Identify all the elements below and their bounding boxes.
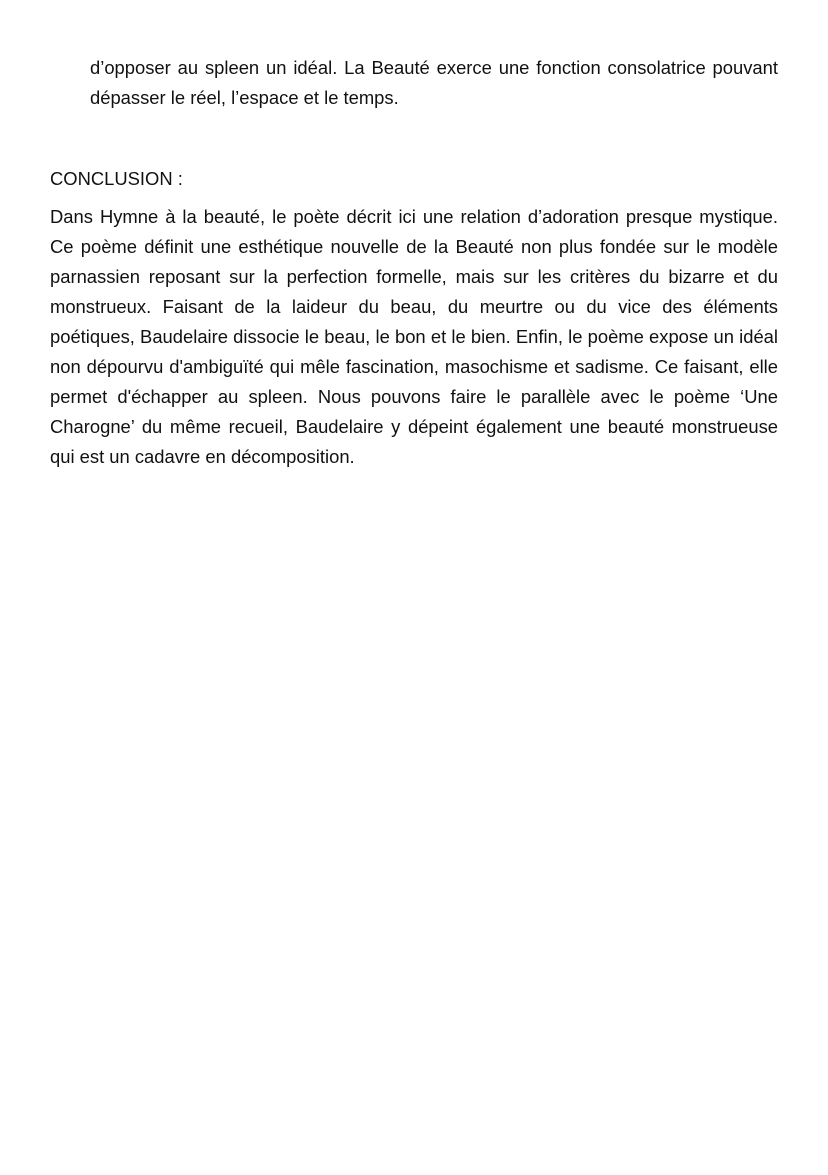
- conclusion-heading: CONCLUSION :: [50, 168, 183, 189]
- conclusion-paragraph: Dans Hymne à la beauté, le poète décrit ici une relation d’adoration presque mystique. Ce poème définit une esthétique nouvelle de la Beauté non plus fondée sur le modèle parnassien reposant sur la perfection formelle, mais sur les critères du bizarre et du monstrueux. Faisant de la laideur du beau, du meurtre ou du vice des éléments poétiques, Baudelaire dissocie le beau, le bon et le bien. Enfin, le poème expose un idéal non dépourvu d'ambiguïté qui mêle fascination, masochisme et sadisme. Ce faisant, elle permet d'échapper au spleen. Nous pouvons faire le parallèle avec le poème ‘Une Charogne’ du même recueil, Baudelaire y dépeint également une beauté monstrueuse qui est un cadavre en décomposition.: [50, 206, 778, 467]
- continuation-paragraph: d’opposer au spleen un idéal. La Beauté exerce une fonction consolatrice pouvant dépasser le réel, l’espace et le temps.: [90, 57, 778, 108]
